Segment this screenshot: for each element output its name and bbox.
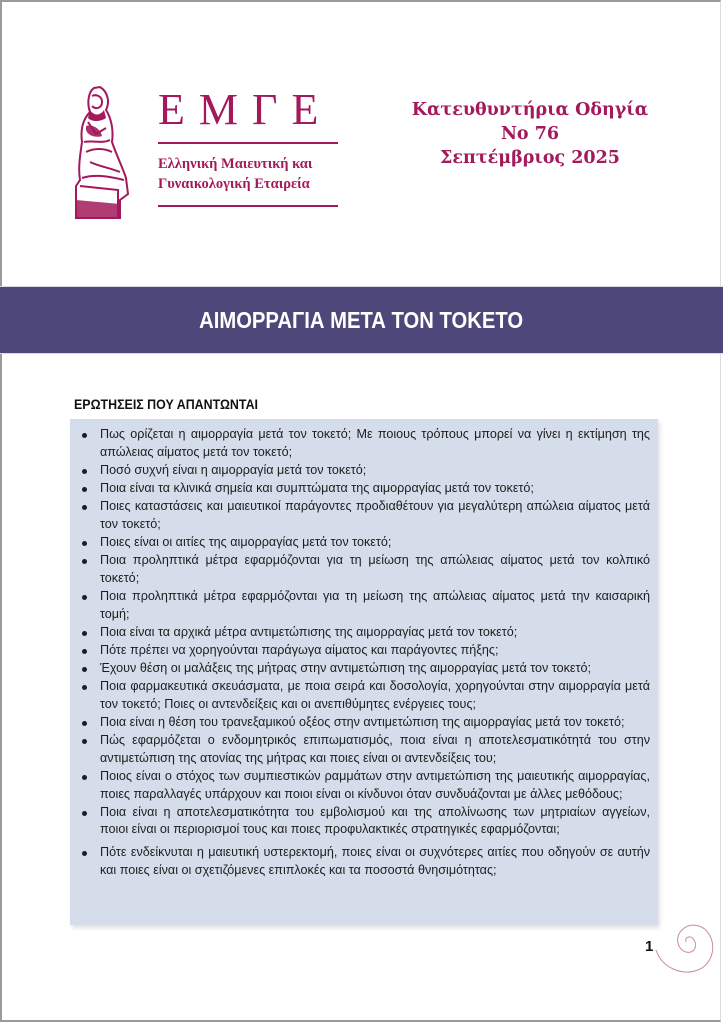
bullet-icon (82, 469, 87, 474)
questions-list (78, 426, 650, 879)
guideline-date: Σεπτέμβριος 2025 (440, 148, 620, 168)
guideline-number: Νο 76 (500, 124, 560, 144)
document-title: ΑΙΜΟΡΡΑΓΙΑ ΜΕΤΑ ΤΟΝ ΤΟΚΕΤΟ (199, 306, 524, 333)
question-item (78, 714, 650, 732)
question-item (78, 426, 650, 461)
question-text: Ποιος είναι ο στόχος των συμπιεστικών ραμμάτων στην αντιμετώπιση της μαιευτικής αιμορραγίας, ποιες παραλλαγές υπάρχουν και ποιοι είναι οι κίνδυνοι όταν συνδυάζονται με άλλες μεθόδους; (100, 769, 650, 801)
question-item (78, 480, 650, 498)
question-text: Πως ορίζεται η αιμορραγία μετά τον τοκετό; Με ποιους τρόπους μπορεί να γίνει η εκτίμηση της απώλειας αίματος μετά τον τοκετό; (100, 427, 650, 459)
bullet-icon (82, 739, 87, 744)
question-item (78, 732, 650, 767)
society-name-line-2: Γυναικολογική Εταιρεία (158, 176, 310, 192)
question-text: Ποιες είναι οι αιτίες της αιμορραγίας μετά τον τοκετό; (100, 534, 392, 549)
page-number: 1 (645, 938, 654, 955)
question-text: Πότε ενδείκνυται η μαιευτική υστερεκτομή, ποιες είναι οι συχνότερες αιτίες που οδηγούν σε αυτήν και ποιες είναι οι σχετιζόμενες επιπλοκές και τα ποσοστά θνησιμότητας; (100, 844, 650, 877)
bullet-icon (82, 595, 87, 600)
bullet-icon (82, 667, 87, 672)
question-item (78, 498, 650, 533)
logo-divider (158, 205, 338, 207)
question-text: Πώς εφαρμόζεται ο ενδομητρικός επιπωματισμός, ποια είναι η αποτελεσματικότητά του στην αντιμετώπιση της ατονίας της μήτρας και ποιες είναι οι αντενδείξεις του; (100, 733, 650, 765)
society-name (158, 154, 358, 194)
question-text: Ποια είναι η αποτελεσματικότητα του εμβολισμού και της απολίνωσης των μητριαίων αγγείων, ποιοι είναι οι περιορισμοί τους και ποιες προφυλακτικές στρατηγικές εφαρμόζονται; (100, 804, 650, 837)
bullet-icon (82, 487, 87, 492)
question-text: Ποια προληπτικά μέτρα εφαρμόζονται για τη μείωση της απώλειας αίματος μετά τον κολπικό τοκετό; (100, 553, 650, 585)
bullet-icon (82, 811, 87, 816)
question-item (78, 660, 650, 678)
guideline-type: Κατευθυντήρια Οδηγία (411, 100, 649, 120)
question-text: Ποια είναι η θέση του τρανεξαμικού οξέος στην αντιμετώπιση της αιμορραγίας μετά τον τοκετό; (100, 715, 625, 730)
question-text: Έχουν θέση οι μαλάξεις της μήτρας στην αντιμετώπιση της αιμορραγίας μετά τον τοκετό; (100, 661, 592, 676)
questions-heading: ΕΡΩΤΗΣΕΙΣ ΠΟΥ ΑΠΑΝΤΩΝΤΑΙ (74, 397, 258, 412)
bullet-icon (82, 541, 87, 546)
question-text: Ποσό συχνή είναι η αιμορραγία μετά τον τοκετό; (100, 462, 367, 477)
spiral-icon (652, 912, 722, 984)
society-name-line-1: Ελληνική Μαιευτική και (158, 156, 313, 172)
question-item (78, 552, 650, 587)
bullet-icon (82, 433, 87, 438)
question-item (78, 534, 650, 552)
guideline-info (400, 98, 660, 170)
bullet-icon (82, 559, 87, 564)
bullet-icon (82, 721, 87, 726)
bullet-icon (82, 685, 87, 690)
question-text: Ποια φαρμακευτικά σκευάσματα, με ποια σειρά και δοσολογία, χορηγούνται στην αιμορραγία μετά τον τοκετό; Ποιες οι αντενδείξεις και οι ανεπιθύμητες ενέργειες τους; (100, 679, 650, 711)
question-item (78, 844, 650, 879)
logo-divider (158, 142, 338, 144)
question-text: Πότε πρέπει να χορηγούνται παράγωγα αίματος και παράγοντες πήξης; (100, 642, 499, 657)
question-text: Ποια είναι τα κλινικά σημεία και συμπτώματα της αιμορραγίας μετά τον τοκετό; (100, 480, 534, 495)
bullet-icon (82, 775, 87, 780)
question-item (78, 768, 650, 803)
bullet-icon (82, 631, 87, 636)
question-text: Ποια προληπτικά μέτρα εφαρμόζονται για τη μείωση της απώλειας αίματος μετά την καισαρική τομή; (100, 588, 650, 621)
question-item (78, 804, 650, 839)
question-text: Ποιες καταστάσεις και μαιευτικοί παράγοντες προδιαθέτουν για μεγαλύτερη απώλεια αίματος μετά τον τοκετό; (100, 499, 650, 531)
society-acronym: ΕΜΓΕ (158, 85, 333, 134)
bullet-icon (82, 851, 87, 856)
question-item (78, 678, 650, 713)
question-item (78, 642, 650, 660)
madonna-statue-icon (70, 82, 132, 220)
question-text: Ποια είναι τα αρχικά μέτρα αντιμετώπισης της αιμορραγίας μετά τον τοκετό; (100, 624, 518, 639)
question-item (78, 624, 650, 642)
bullet-icon (82, 649, 87, 654)
title-band (0, 286, 723, 354)
question-item (78, 462, 650, 480)
question-item (78, 588, 650, 623)
bullet-icon (82, 505, 87, 510)
questions-box (70, 419, 658, 925)
